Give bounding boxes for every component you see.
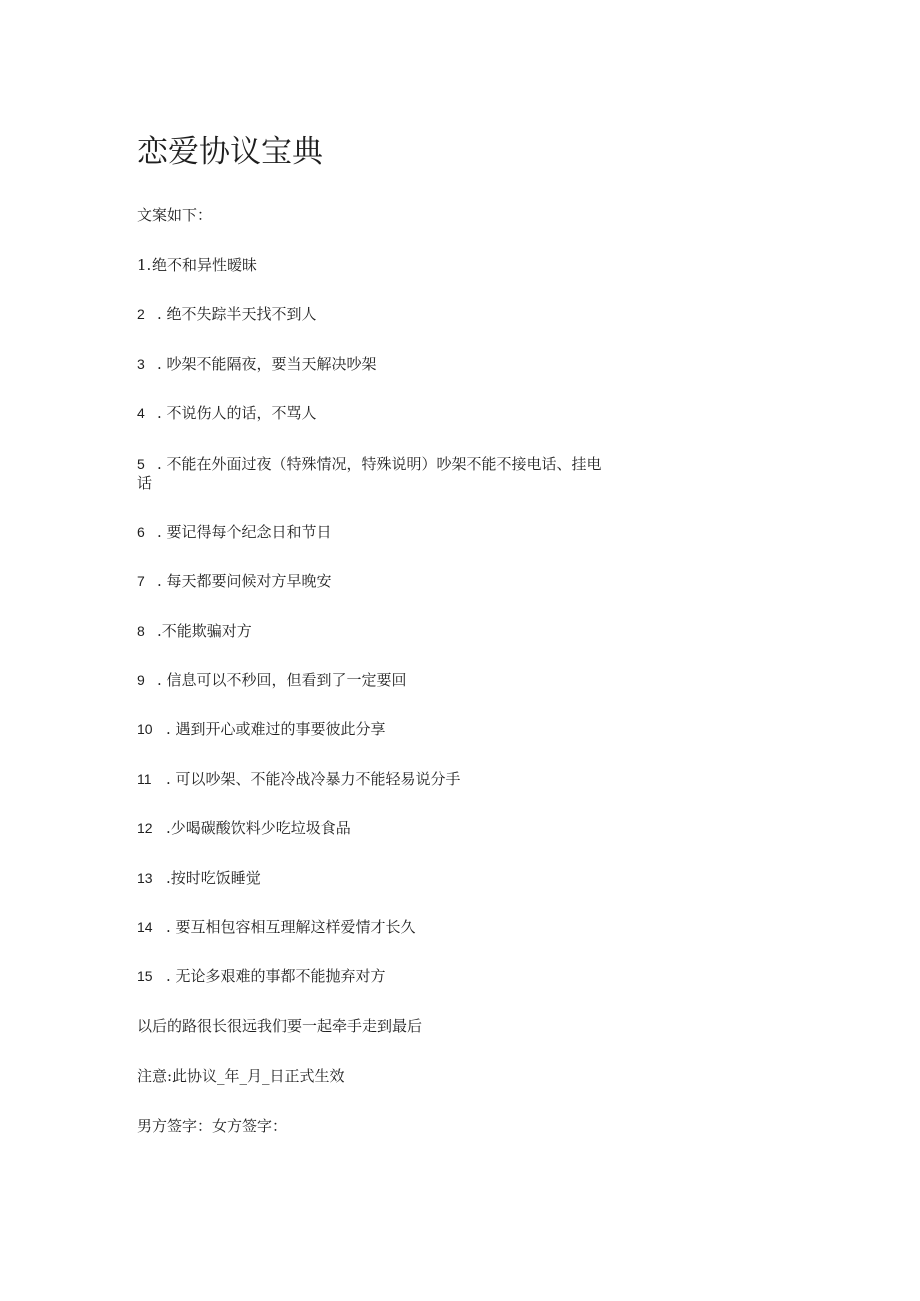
item-number: 14 <box>137 919 153 935</box>
item-text: .按时吃饭睡觉 <box>166 869 261 887</box>
item-number: 15 <box>137 968 153 984</box>
document-title: 恋爱协议宝典 <box>137 134 323 170</box>
item-number: 8 <box>137 623 145 639</box>
item-number: 4 <box>137 405 145 421</box>
item-text: . 绝不失踪半天找不到人 <box>157 305 317 323</box>
item-text: . 要互相包容相互理解这样爱情才长久 <box>166 918 416 936</box>
item-number: 9 <box>137 672 145 688</box>
list-item <box>137 918 416 936</box>
list-item <box>137 355 377 373</box>
closing-text: 以后的路很长很远我们要一起牵手走到最后 <box>137 1017 423 1035</box>
item-text: .不能欺骗对方 <box>157 622 252 640</box>
list-item <box>137 770 461 788</box>
item-text: .少喝碳酸饮料少吃垃圾食品 <box>166 819 351 837</box>
item-number: 6 <box>137 524 145 540</box>
list-item <box>137 404 317 422</box>
list-item <box>137 572 332 590</box>
item-text: . 每天都要问候对方早晚安 <box>157 572 332 590</box>
item-number: 3 <box>137 356 145 372</box>
notice-text: 注意:此协议_年_月_日正式生效 <box>137 1067 345 1085</box>
item-text: . 无论多艰难的事都不能抛弃对方 <box>166 967 386 985</box>
item-number: 11 <box>137 771 152 787</box>
list-item <box>137 819 351 837</box>
item-number: 12 <box>137 820 153 836</box>
item-text: . 信息可以不秒回，但看到了一定要回 <box>157 671 407 689</box>
item-number: 5 <box>137 456 145 472</box>
list-item-continuation: 话 <box>137 474 153 492</box>
item-text: . 遇到开心或难过的事要彼此分享 <box>166 720 386 738</box>
item-number: 10 <box>137 721 153 737</box>
list-item <box>137 523 332 541</box>
item-number: 2 <box>137 306 145 322</box>
list-item <box>137 256 257 274</box>
item-text: . 不说伤人的话，不骂人 <box>157 404 317 422</box>
list-item <box>137 967 386 985</box>
intro-text: 文案如下： <box>137 206 213 224</box>
item-text: . 可以吵架、不能冷战冷暴力不能轻易说分手 <box>166 770 461 788</box>
list-item <box>137 720 386 738</box>
item-text: 绝不和异性暧昧 <box>152 256 258 274</box>
list-item <box>137 622 252 640</box>
list-item <box>137 455 602 473</box>
item-number: 13 <box>137 870 153 886</box>
item-text: . 要记得每个纪念日和节日 <box>157 523 332 541</box>
list-item <box>137 305 317 323</box>
item-text: . 吵架不能隔夜，要当天解决吵架 <box>157 355 377 373</box>
item-text: . 不能在外面过夜（特殊情况，特殊说明）吵架不能不接电话、挂电 <box>157 455 602 473</box>
signature-line: 男方签字：女方签字： <box>137 1117 288 1135</box>
item-number: 7 <box>137 573 145 589</box>
item-number: 1. <box>137 256 152 274</box>
list-item <box>137 869 261 887</box>
list-item <box>137 671 407 689</box>
